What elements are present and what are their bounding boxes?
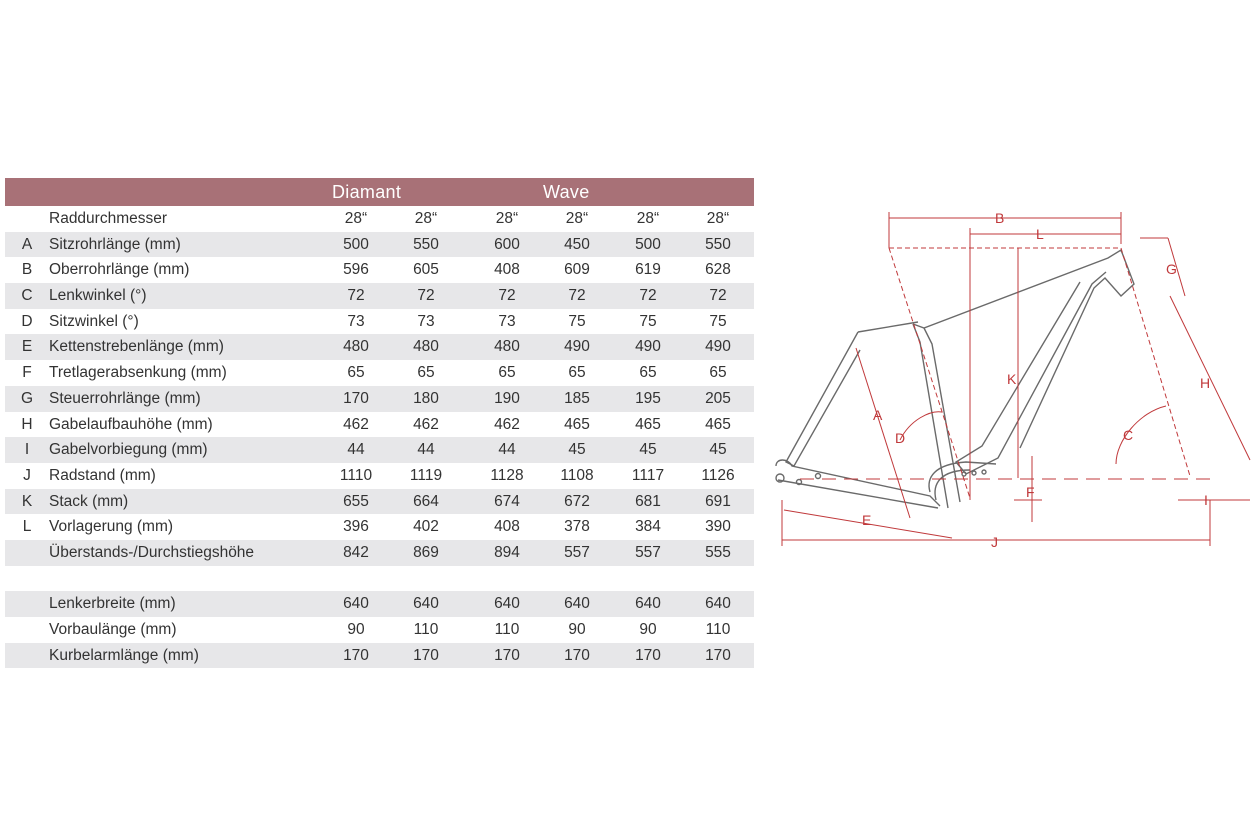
cell: 28“ [495,210,519,227]
row-label: Vorbaulänge (mm) [49,621,177,638]
cell: 185 [564,389,590,407]
cell: 550 [413,235,439,253]
row-letter: D [21,312,33,330]
cell: 640 [494,595,520,613]
cell: 45 [568,441,586,459]
cell: 72 [417,287,435,305]
label-f: F [1026,484,1035,500]
cell: 170 [343,646,369,664]
cell: 28“ [565,210,589,227]
cell: 681 [635,492,661,510]
geometry-table [5,178,754,668]
cell: 44 [347,441,365,459]
cell: 180 [413,389,439,407]
row-label: Sitzrohrlänge (mm) [49,235,181,253]
cell: 65 [417,364,435,382]
cell: 110 [494,621,520,638]
cell: 28“ [414,210,438,227]
cell: 65 [498,364,516,382]
table-row [5,489,754,515]
table-row [5,591,754,617]
table-row [5,334,754,360]
frame-outline [776,250,1134,508]
cell: 195 [635,389,661,407]
cell: 44 [417,441,435,459]
cell: 894 [494,543,520,561]
cell: 465 [635,415,661,433]
cell: 640 [343,595,369,613]
row-letter: E [21,338,33,356]
cell: 190 [494,389,520,407]
cell: 1108 [560,466,594,484]
row-label: Kurbelarmlänge (mm) [49,646,199,664]
cell: 396 [343,518,369,536]
label-d: D [895,430,906,446]
cell: 90 [639,621,657,638]
cell: 170 [564,646,590,664]
cell: 90 [347,621,365,638]
row-letter: A [21,235,33,253]
cell: 73 [417,312,435,330]
cell: 45 [639,441,657,459]
label-l: L [1036,226,1044,242]
cell: 691 [705,492,731,510]
cell: 490 [564,338,590,356]
label-c: C [1123,427,1134,443]
cell: 557 [635,543,661,561]
cell: 1128 [490,466,524,484]
cell: 462 [343,415,369,433]
header-diamant: Diamant [332,182,402,202]
row-label: Lenkerbreite (mm) [49,595,176,613]
cell: 73 [498,312,516,330]
cell: 1126 [701,466,735,484]
cell: 72 [639,287,657,305]
cell: 28“ [706,210,730,227]
label-b: B [995,210,1005,226]
cell: 75 [709,312,727,330]
table-row [5,463,754,489]
table-row [5,283,754,309]
cell: 1117 [631,466,665,484]
cell: 462 [494,415,520,433]
label-k: K [1007,371,1017,387]
row-label: Gabelvorbiegung (mm) [49,441,208,459]
cell: 500 [635,235,661,253]
row-letter: C [21,287,33,305]
cell: 500 [343,235,369,253]
cell: 619 [635,261,661,279]
cell: 672 [564,492,590,510]
cell: 170 [494,646,520,664]
cell: 550 [705,235,731,253]
cell: 655 [343,492,369,510]
row-label: Überstands-/Durchstiegshöhe [49,543,255,561]
spacer-row [5,566,754,592]
cell: 390 [705,518,731,536]
label-j: J [991,534,998,550]
cell: 600 [494,235,520,253]
cell: 75 [568,312,586,330]
cell: 465 [705,415,731,433]
label-h: H [1200,375,1211,391]
table-row [5,386,754,412]
row-letter: H [21,415,33,433]
cell: 1119 [409,466,443,484]
cell: 465 [564,415,590,433]
cell: 378 [564,518,590,536]
cell: 490 [705,338,731,356]
cell: 72 [709,287,727,305]
row-label: Tretlagerabsenkung (mm) [49,364,227,382]
cell: 842 [343,543,369,561]
cell: 480 [494,338,520,356]
table-row [5,643,754,669]
table-row [5,540,754,566]
label-i: I [1204,492,1208,508]
cell: 44 [498,441,516,459]
row-label: Vorlagerung (mm) [49,518,174,536]
table-row [5,514,754,540]
cell: 557 [564,543,590,561]
wheel-size-row [5,206,754,232]
cell: 640 [635,595,661,613]
row-letter: J [23,466,31,484]
cell: 384 [635,518,661,536]
cell: 555 [705,543,731,561]
cell: 65 [709,364,727,382]
table-row [5,309,754,335]
cell: 605 [413,261,439,279]
cell: 110 [705,621,731,638]
row-letter: K [21,492,33,510]
cell: 408 [494,518,520,536]
cell: 664 [413,492,439,510]
cell: 609 [564,261,590,279]
bike-geometry-diagram [770,200,1258,555]
cell: 170 [635,646,661,664]
row-label: Stack (mm) [49,492,129,510]
cell: 72 [498,287,516,305]
dimension-labels [862,210,1210,550]
cell: 75 [639,312,657,330]
row-letter: F [22,364,32,382]
cell: 480 [343,338,369,356]
cell: 628 [705,261,731,279]
row-letter: B [21,261,33,279]
cell: 65 [639,364,657,382]
cell: 674 [494,492,520,510]
cell: 170 [413,646,439,664]
row-label: Steuerrohrlänge (mm) [49,389,201,407]
cell: 402 [413,518,439,536]
row-label: Kettenstrebenlänge (mm) [49,338,224,356]
cell: 65 [568,364,586,382]
cell: 640 [413,595,439,613]
label-g: G [1166,261,1177,277]
cell: 205 [705,389,731,407]
row-letter: G [20,389,34,407]
cell: 462 [413,415,439,433]
cell: 640 [705,595,731,613]
table-row [5,360,754,386]
cell: 28“ [636,210,660,227]
header-wave: Wave [543,182,590,202]
row-label: Radstand (mm) [49,466,156,484]
cell: 480 [413,338,439,356]
table-row [5,257,754,283]
table-row [5,232,754,258]
row-label: Gabelaufbauhöhe (mm) [49,415,213,433]
cell: 72 [347,287,365,305]
cell: 90 [568,621,586,638]
cell: 450 [564,235,590,253]
cell: 28“ [344,210,368,227]
cell: 65 [347,364,365,382]
label-e: E [862,512,872,528]
cell: 72 [568,287,586,305]
cell: 45 [709,441,727,459]
cell: 490 [635,338,661,356]
cell: 408 [494,261,520,279]
cell: 110 [413,621,439,638]
table-row [5,412,754,438]
row-label: Raddurchmesser [49,210,168,227]
row-label: Sitzwinkel (°) [49,312,139,330]
cell: 596 [343,261,369,279]
row-label: Oberrohrlänge (mm) [49,261,190,279]
cell: 170 [705,646,731,664]
row-letter: L [22,518,32,536]
cell: 869 [413,543,439,561]
label-a: A [873,407,883,423]
cell: 1110 [339,466,373,484]
table-header [5,178,754,206]
cell: 170 [343,389,369,407]
cell: 640 [564,595,590,613]
table-row [5,437,754,463]
row-letter: I [24,441,30,459]
cell: 73 [347,312,365,330]
row-label: Lenkwinkel (°) [49,287,147,305]
table-row [5,617,754,643]
